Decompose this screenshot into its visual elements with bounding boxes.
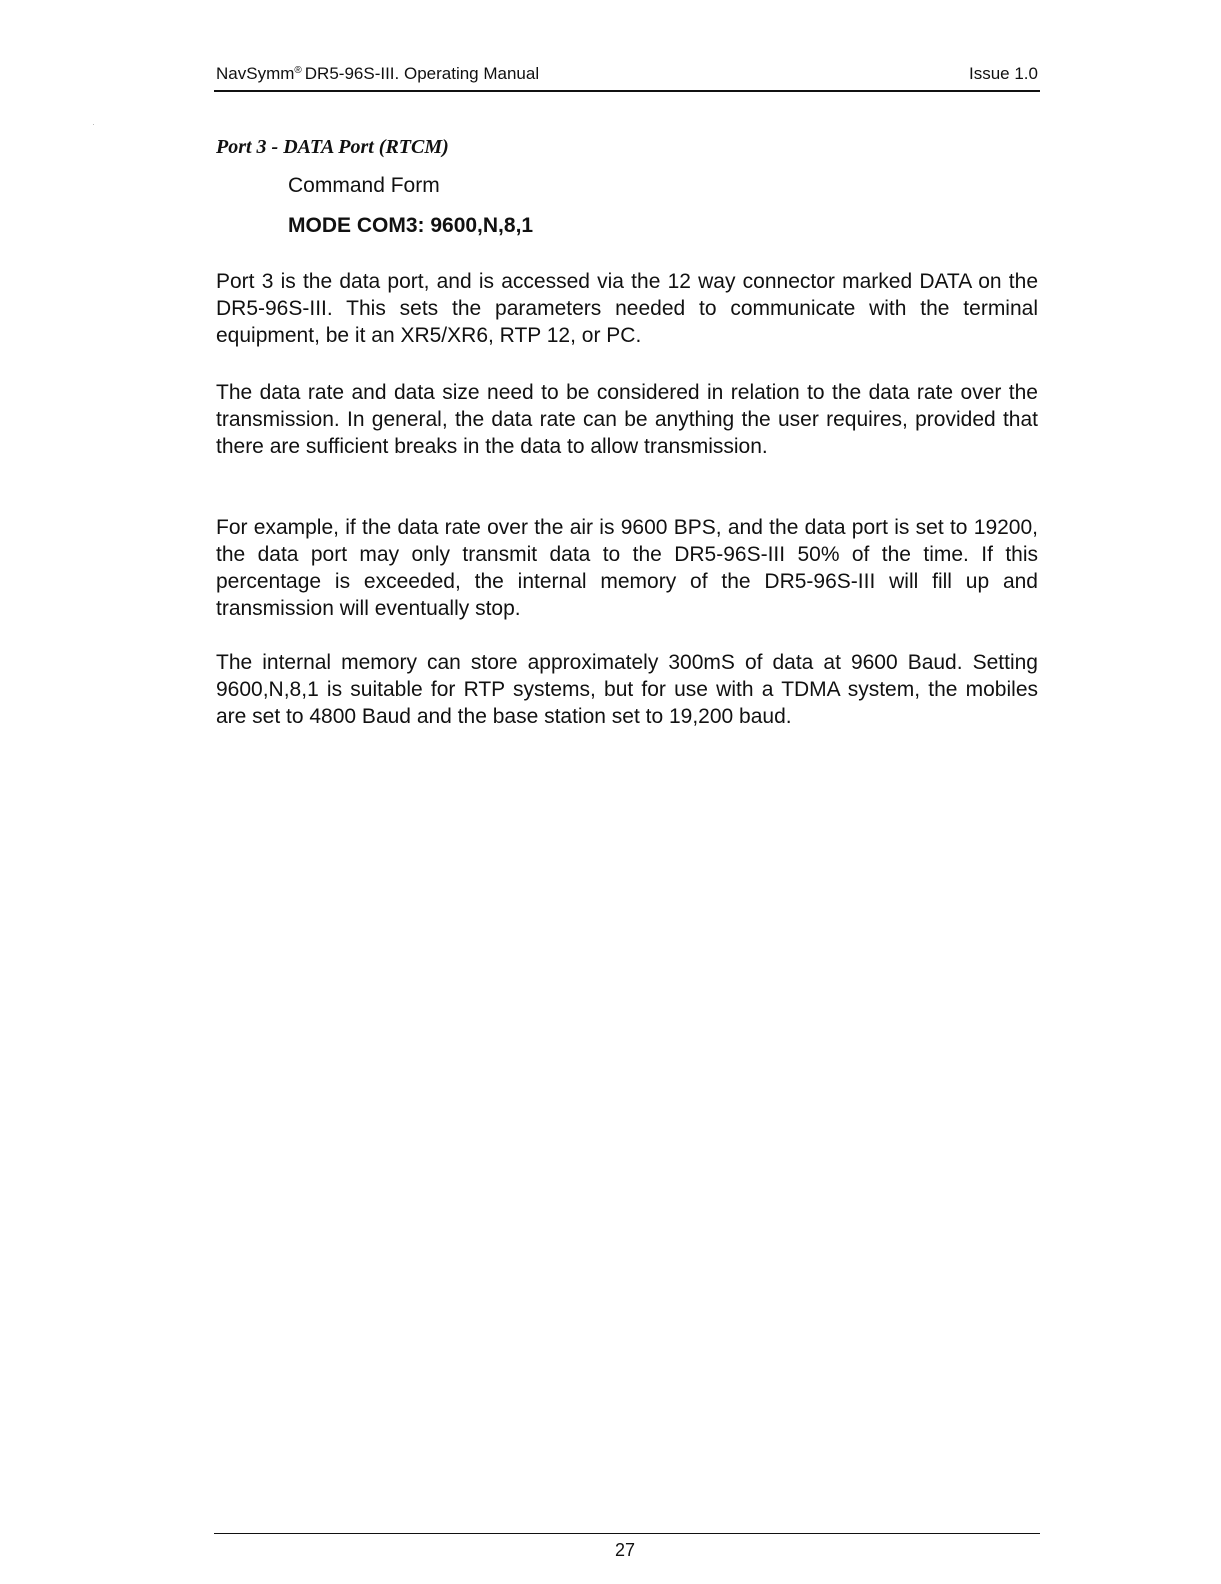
registered-mark: ® [294,65,302,76]
paragraph-internal-memory: The internal memory can store approximately 300mS of data at 9600 Baud. Setting 9600,N,8,1 is suitable for RTP systems, but for use with a TDMA system, the mobiles are set to 4800 Baud and the base station set to 19,200 baud. [216,651,1038,728]
paragraph-data-port: Port 3 is the data port, and is accessed via the 12 way connector marked DATA on the DR5-96S-III. This sets the parameters needed to communicate with the terminal equipment, be it an XR5/XR6, RTP 12, or PC. [216,270,1038,347]
brand-name: NavSymm [216,64,295,83]
manual-title: DR5-96S-III. Operating Manual [304,64,540,83]
page-number: 27 [614,1540,636,1560]
footer-rule [214,1533,1040,1534]
page-header [214,62,1040,90]
issue-number: Issue 1.0 [969,64,1038,83]
paragraph-example: For example, if the data rate over the air is 9600 BPS, and the data port is set to 19200, the data port may only transmit data to the DR5-96S-III 50% of the time. If this percentage is exceeded, the internal memory of the DR5-96S-III will fill up and transmission will eventually stop. [216,516,1038,620]
command-value: MODE COM3: 9600,N,8,1 [288,214,534,237]
document-title [216,64,539,84]
paragraph-data-rate: The data rate and data size need to be considered in relation to the data rate over the transmission. In general, the data rate can be anything the user requires, provided that there are sufficient breaks in the data to allow transmission. [216,381,1038,458]
header-rule [214,90,1040,92]
section-title: Port 3 - DATA Port (RTCM) [216,136,449,158]
command-form-label: Command Form [288,174,440,197]
scan-speck [93,124,94,125]
